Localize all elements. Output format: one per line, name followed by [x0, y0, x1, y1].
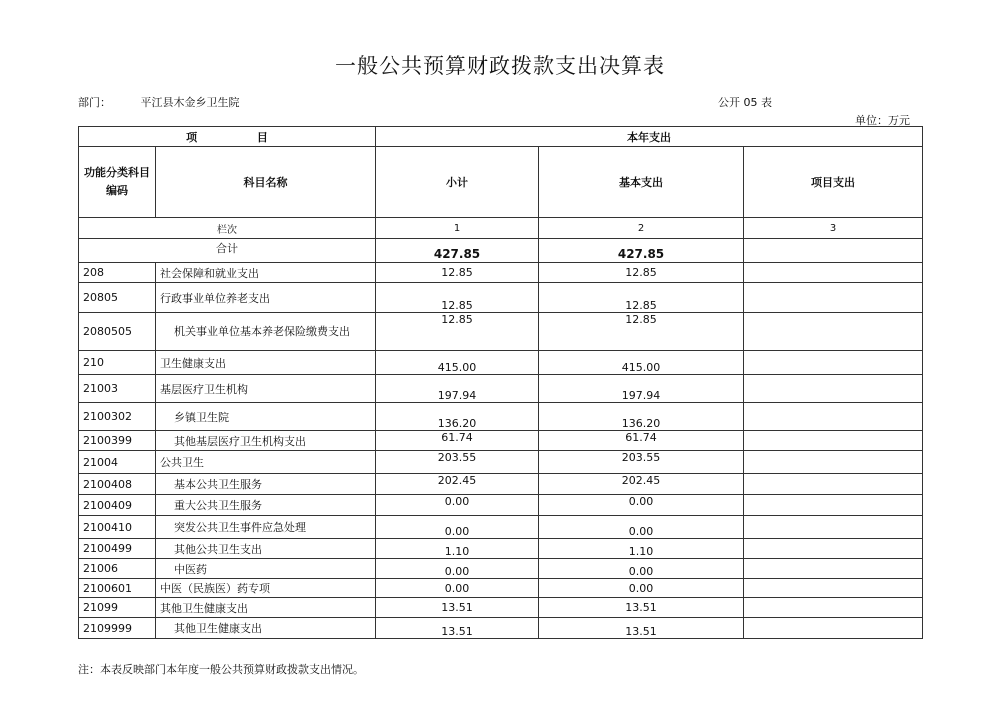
header-name: 科目名称: [156, 147, 376, 218]
row-subtotal: 12.85: [376, 283, 539, 313]
row-code: 2100499: [79, 539, 156, 559]
index-label: 栏次: [79, 218, 376, 239]
row-basic: 136.20: [539, 403, 744, 431]
row-name: 公共卫生: [156, 451, 376, 474]
table-row: [79, 579, 923, 598]
row-name: 基层医疗卫生机构: [156, 375, 376, 403]
row-name: 其他卫生健康支出: [156, 618, 376, 639]
table-row: [79, 403, 923, 431]
row-code: 2100302: [79, 403, 156, 431]
row-code: 2100408: [79, 474, 156, 495]
table-row: [79, 431, 923, 451]
row-name: 卫生健康支出: [156, 351, 376, 375]
unit-label: 单位：万元: [855, 114, 910, 127]
header-subtotal: 小计: [376, 147, 539, 218]
row-project: [744, 579, 923, 598]
row-basic: 1.10: [539, 539, 744, 559]
row-code: 2100601: [79, 579, 156, 598]
table-row: [79, 313, 923, 351]
row-code: 210: [79, 351, 156, 375]
row-basic: 12.85: [539, 263, 744, 283]
row-name: 乡镇卫生院: [156, 403, 376, 431]
row-code: 2109999: [79, 618, 156, 639]
row-basic: 0.00: [539, 579, 744, 598]
row-code: 2100399: [79, 431, 156, 451]
row-project: [744, 283, 923, 313]
row-project: [744, 495, 923, 516]
row-code: 21003: [79, 375, 156, 403]
row-subtotal: 0.00: [376, 559, 539, 579]
index-c1: 1: [376, 218, 539, 239]
index-row: [79, 218, 923, 239]
table-row: [79, 474, 923, 495]
row-basic: 197.94: [539, 375, 744, 403]
row-subtotal: 415.00: [376, 351, 539, 375]
table-row: [79, 283, 923, 313]
row-code: 2100410: [79, 516, 156, 539]
table-row: [79, 598, 923, 618]
row-name: 基本公共卫生服务: [156, 474, 376, 495]
table-row: [79, 451, 923, 474]
row-subtotal: 0.00: [376, 516, 539, 539]
form-number: 公开 05 表: [718, 96, 772, 109]
row-project: [744, 474, 923, 495]
row-code: 21004: [79, 451, 156, 474]
row-name: 其他基层医疗卫生机构支出: [156, 431, 376, 451]
table-row: [79, 495, 923, 516]
row-code: 20805: [79, 283, 156, 313]
total-project: [744, 239, 923, 263]
row-name: 重大公共卫生服务: [156, 495, 376, 516]
row-basic: 415.00: [539, 351, 744, 375]
department-name: 平江县木金乡卫生院: [140, 96, 240, 109]
row-code: 208: [79, 263, 156, 283]
row-name: 中医（民族医）药专项: [156, 579, 376, 598]
row-project: [744, 431, 923, 451]
total-subtotal: 427.85: [376, 239, 539, 263]
index-c3: 3: [744, 218, 923, 239]
row-project: [744, 618, 923, 639]
total-basic: 427.85: [539, 239, 744, 263]
row-subtotal: 61.74: [376, 431, 539, 451]
row-name: 突发公共卫生事件应急处理: [156, 516, 376, 539]
header-project: 项目支出: [744, 147, 923, 218]
row-subtotal: 202.45: [376, 474, 539, 495]
row-name: 社会保障和就业支出: [156, 263, 376, 283]
row-subtotal: 0.00: [376, 495, 539, 516]
row-basic: 13.51: [539, 598, 744, 618]
row-project: [744, 451, 923, 474]
row-code: 2100409: [79, 495, 156, 516]
header-row-top: [79, 127, 923, 147]
row-basic: 61.74: [539, 431, 744, 451]
row-code: 2080505: [79, 313, 156, 351]
row-project: [744, 375, 923, 403]
footnote: 注：本表反映部门本年度一般公共预算财政拨款支出情况。: [78, 663, 364, 676]
table-row: [79, 618, 923, 639]
row-project: [744, 313, 923, 351]
header-current-year: 本年支出: [376, 127, 923, 147]
row-name: 其他公共卫生支出: [156, 539, 376, 559]
department-info: [78, 94, 240, 110]
total-row: [79, 239, 923, 263]
row-subtotal: 13.51: [376, 618, 539, 639]
header-item: 项 目: [79, 127, 376, 147]
row-project: [744, 351, 923, 375]
row-subtotal: 1.10: [376, 539, 539, 559]
row-basic: 0.00: [539, 559, 744, 579]
row-project: [744, 539, 923, 559]
row-subtotal: 197.94: [376, 375, 539, 403]
row-project: [744, 403, 923, 431]
row-project: [744, 516, 923, 539]
table-row: [79, 559, 923, 579]
header-code: 功能分类科目编码: [79, 147, 156, 218]
row-subtotal: 13.51: [376, 598, 539, 618]
department-label: 部门：: [78, 96, 111, 109]
row-project: [744, 559, 923, 579]
index-c2: 2: [539, 218, 744, 239]
header-row-columns: [79, 147, 923, 218]
row-name: 中医药: [156, 559, 376, 579]
row-subtotal: 0.00: [376, 579, 539, 598]
row-basic: 13.51: [539, 618, 744, 639]
table-row: [79, 539, 923, 559]
row-basic: 0.00: [539, 495, 744, 516]
table-row: [79, 351, 923, 375]
page-title: 一般公共预算财政拨款支出决算表: [335, 54, 665, 78]
row-basic: 0.00: [539, 516, 744, 539]
total-label: 合计: [79, 239, 376, 263]
row-subtotal: 12.85: [376, 263, 539, 283]
table-row: [79, 516, 923, 539]
row-code: 21006: [79, 559, 156, 579]
table-row: [79, 263, 923, 283]
row-name: 其他卫生健康支出: [156, 598, 376, 618]
row-basic: 203.55: [539, 451, 744, 474]
row-basic: 12.85: [539, 283, 744, 313]
row-subtotal: 136.20: [376, 403, 539, 431]
row-name: 机关事业单位基本养老保险缴费支出: [156, 313, 376, 351]
row-name: 行政事业单位养老支出: [156, 283, 376, 313]
row-subtotal: 203.55: [376, 451, 539, 474]
expenditure-table: [78, 126, 923, 639]
table-row: [79, 375, 923, 403]
row-project: [744, 598, 923, 618]
row-project: [744, 263, 923, 283]
header-basic: 基本支出: [539, 147, 744, 218]
row-code: 21099: [79, 598, 156, 618]
row-basic: 12.85: [539, 313, 744, 351]
row-basic: 202.45: [539, 474, 744, 495]
row-subtotal: 12.85: [376, 313, 539, 351]
